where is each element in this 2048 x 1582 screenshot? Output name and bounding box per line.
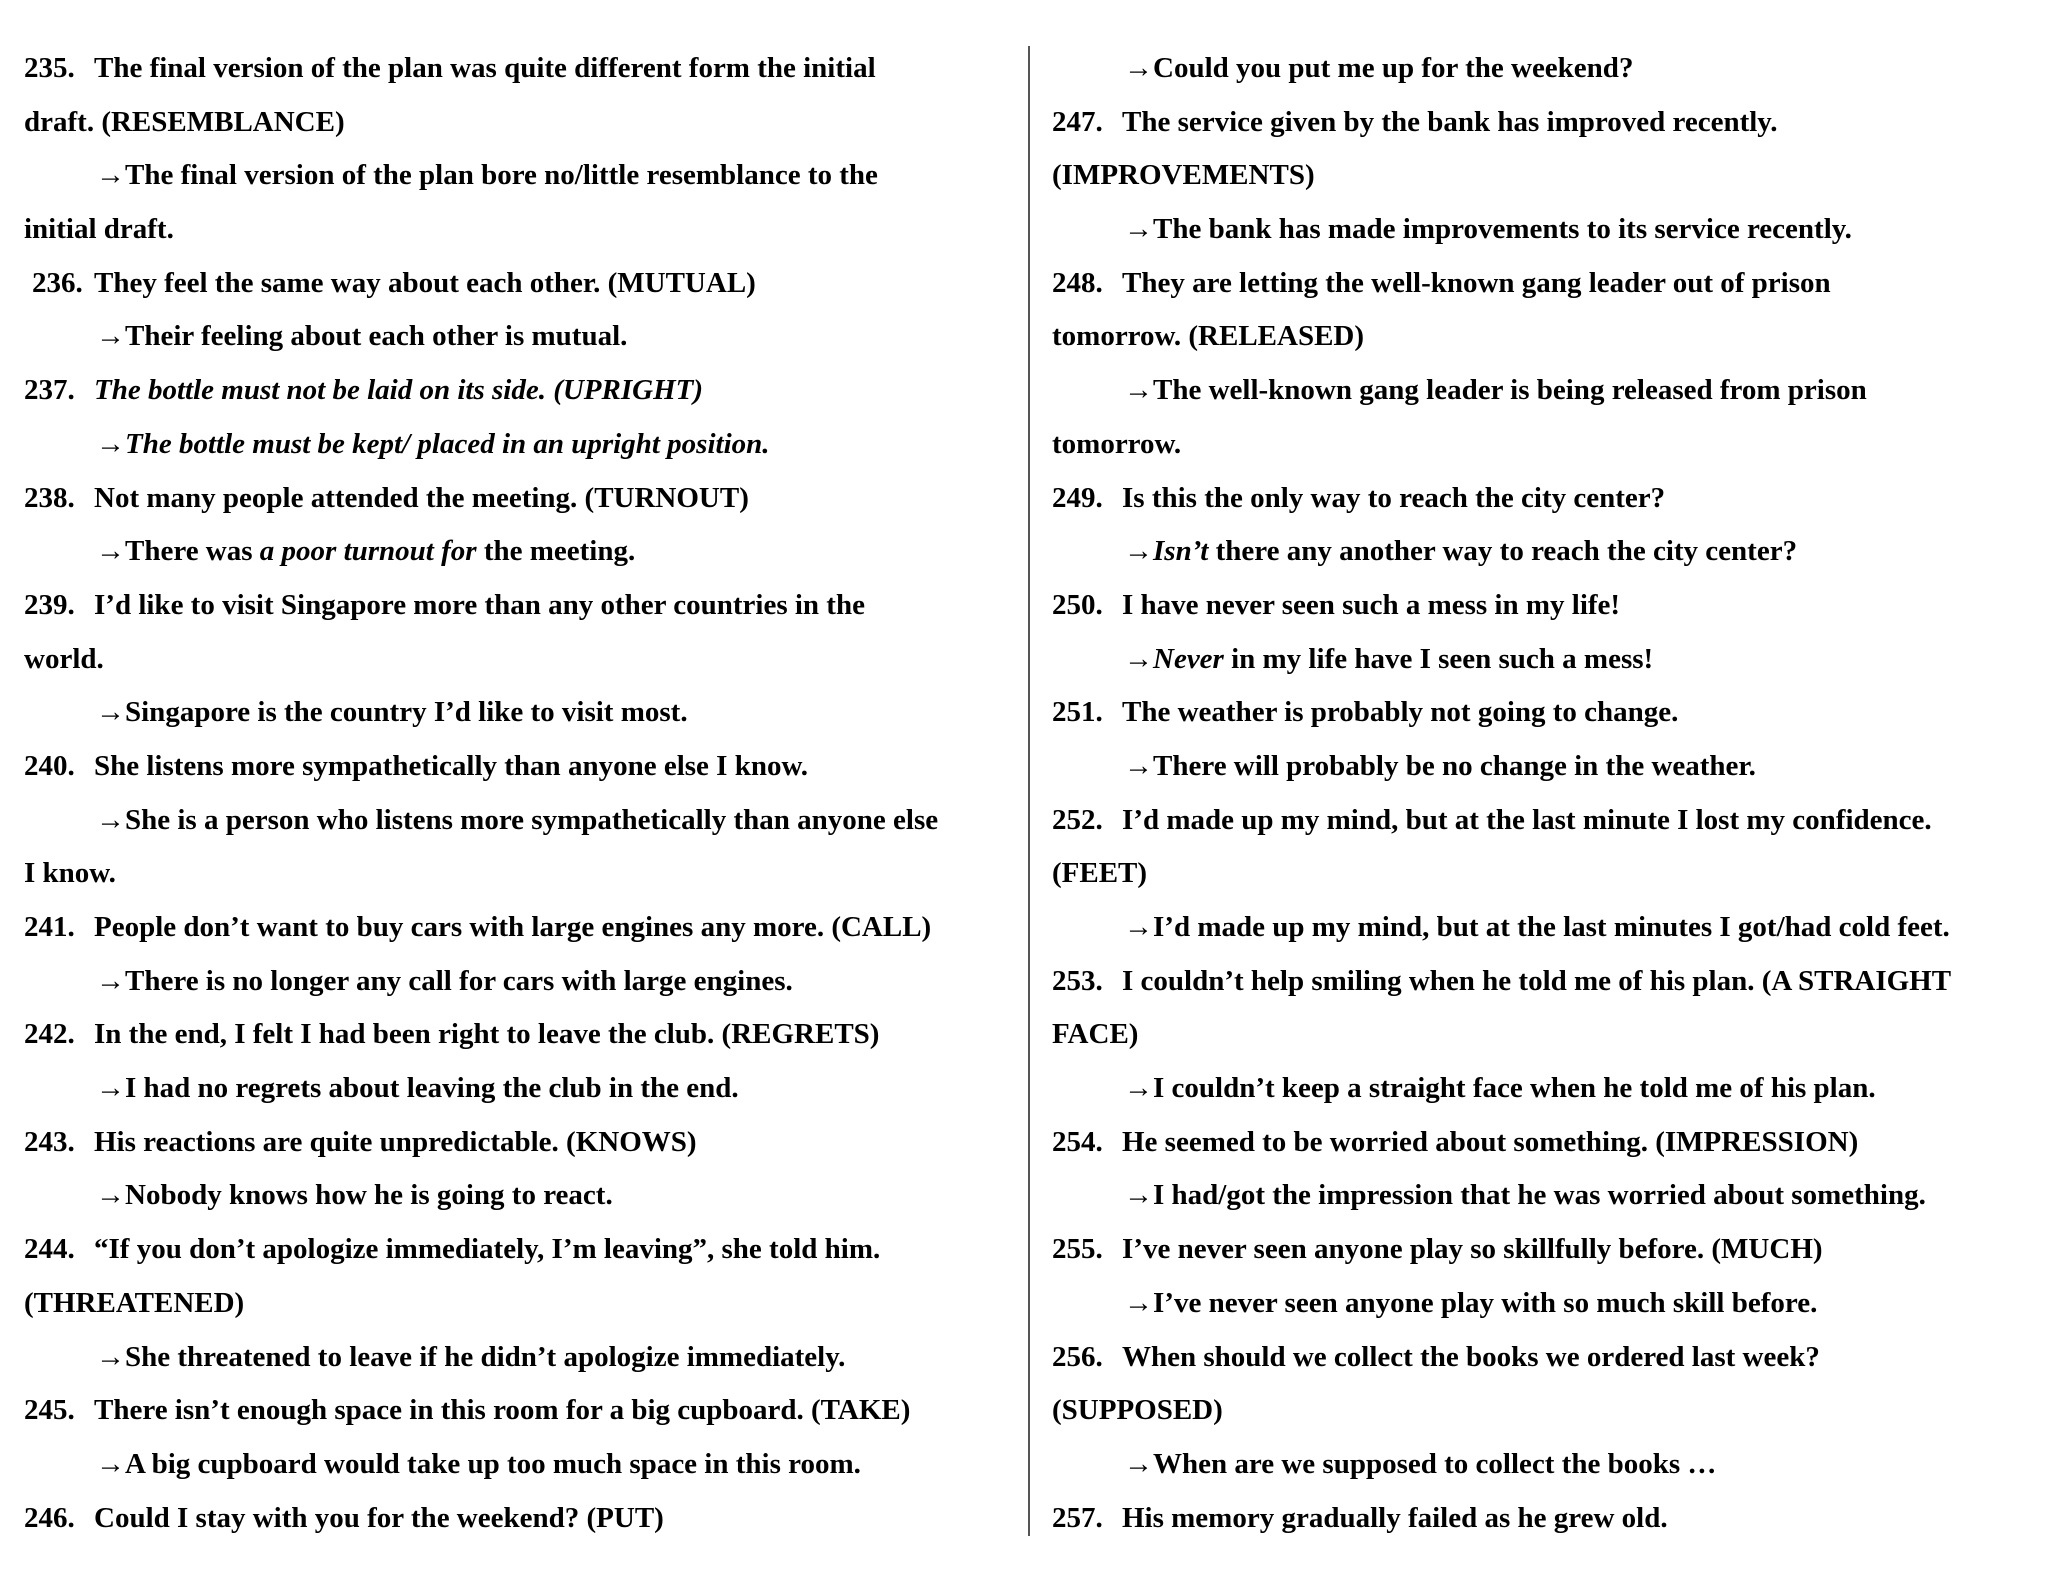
item-254-question: 254. He seemed to be worried about something. (IMPRESSION) (1052, 1125, 1859, 1158)
item-250-question: 250. I have never seen such a mess in my life! (1052, 588, 1621, 621)
right-column (1052, 42, 2042, 1545)
item-244-question: 244. “If you don’t apologize immediately, I’m leaving”, she told him. (24, 1233, 881, 1266)
item-251-question: 251. The weather is probably not going to change. (1052, 696, 1679, 729)
item-252-question: 252. I’d made up my mind, but at the last minute I lost my confidence. (1052, 803, 1932, 836)
item-248-answer-cont: tomorrow. (1052, 427, 1182, 460)
left-column (24, 42, 1014, 1545)
item-253-answer: →I couldn’t keep a straight face when he told me of his plan. (1124, 1072, 1876, 1105)
item-250-answer: →Never in my life have I seen such a mess! (1124, 642, 1654, 675)
item-257-question: 257. His memory gradually failed as he grew old. (1052, 1501, 1668, 1534)
item-251-answer: →There will probably be no change in the weather. (1124, 749, 1756, 782)
item-248-question: 248. They are letting the well-known gang leader out of prison (1052, 266, 1831, 299)
item-244-answer: →She threatened to leave if he didn’t apologize immediately. (96, 1340, 846, 1373)
item-235-answer-cont: initial draft. (24, 213, 174, 246)
item-248-question-cont: tomorrow. (RELEASED) (1052, 320, 1365, 353)
item-252-question-cont: (FEET) (1052, 857, 1148, 890)
item-239-answer: →Singapore is the country I’d like to visit most. (96, 696, 688, 729)
item-253-question-cont: FACE) (1052, 1018, 1139, 1051)
item-236-question: 236. They feel the same way about each other. (MUTUAL) (32, 266, 756, 299)
item-256-question: 256. When should we collect the books we ordered last week? (1052, 1340, 1820, 1373)
item-246-question: 246. Could I stay with you for the weekend? (PUT) (24, 1501, 664, 1534)
item-256-question-cont: (SUPPOSED) (1052, 1394, 1223, 1427)
item-235-question: 235. The final version of the plan was quite different form the initial (24, 52, 876, 84)
item-245-answer: →A big cupboard would take up too much space in this room. (96, 1447, 861, 1480)
item-243-question: 243. His reactions are quite unpredictable. (KNOWS) (24, 1125, 697, 1158)
item-246-answer: →Could you put me up for the weekend? (1124, 52, 1634, 84)
item-235-question-cont: draft. (RESEMBLANCE) (24, 105, 345, 138)
item-254-answer: →I had/got the impression that he was worried about something. (1124, 1179, 1926, 1212)
item-249-answer: →Isn’t there any another way to reach the city center? (1124, 535, 1798, 568)
item-252-answer: →I’d made up my mind, but at the last minutes I got/had cold feet. (1124, 911, 1950, 943)
item-239-question: 239. I’d like to visit Singapore more than any other countries in the (24, 588, 865, 621)
item-245-question: 245. There isn’t enough space in this room for a big cupboard. (TAKE) (24, 1394, 911, 1427)
item-256-answer: →When are we supposed to collect the books … (1124, 1447, 1717, 1480)
item-238-question: 238. Not many people attended the meeting. (TURNOUT) (24, 481, 749, 514)
item-241-answer: →There is no longer any call for cars with large engines. (96, 964, 793, 997)
item-242-question: 242. In the end, I felt I had been right to leave the club. (REGRETS) (24, 1018, 880, 1051)
item-238-answer: →There was a poor turnout for the meeting. (96, 535, 636, 568)
item-244-question-cont: (THREATENED) (24, 1286, 245, 1319)
item-255-answer: →I’ve never seen anyone play with so much skill before. (1124, 1286, 1818, 1319)
item-249-question: 249. Is this the only way to reach the city center? (1052, 481, 1666, 514)
item-248-answer: →The well-known gang leader is being released from prison (1124, 374, 1867, 407)
item-253-question: 253. I couldn’t help smiling when he told me of his plan. (A STRAIGHT (1052, 964, 1952, 997)
column-divider (1028, 46, 1030, 1536)
item-242-answer: →I had no regrets about leaving the club in the end. (96, 1072, 739, 1105)
item-239-question-cont: world. (24, 642, 104, 675)
item-243-answer: →Nobody knows how he is going to react. (96, 1179, 613, 1212)
item-240-answer-cont: I know. (24, 857, 116, 890)
item-240-answer: →She is a person who listens more sympathetically than anyone else (96, 803, 939, 836)
item-241-question: 241. People don’t want to buy cars with large engines any more. (CALL) (24, 911, 932, 943)
item-247-question-cont: (IMPROVEMENTS) (1052, 159, 1315, 192)
item-237-question: 237. The bottle must not be laid on its side. (UPRIGHT) (24, 374, 704, 407)
item-240-question: 240. She listens more sympathetically than anyone else I know. (24, 749, 809, 782)
item-236-answer: →Their feeling about each other is mutual. (96, 320, 628, 353)
item-247-answer: →The bank has made improvements to its service recently. (1124, 213, 1852, 246)
item-235-answer: →The final version of the plan bore no/little resemblance to the (96, 159, 878, 192)
item-255-question: 255. I’ve never seen anyone play so skillfully before. (MUCH) (1052, 1233, 1823, 1266)
item-237-answer: →The bottle must be kept/ placed in an upright position. (96, 427, 770, 460)
item-247-question: 247. The service given by the bank has improved recently. (1052, 105, 1778, 138)
